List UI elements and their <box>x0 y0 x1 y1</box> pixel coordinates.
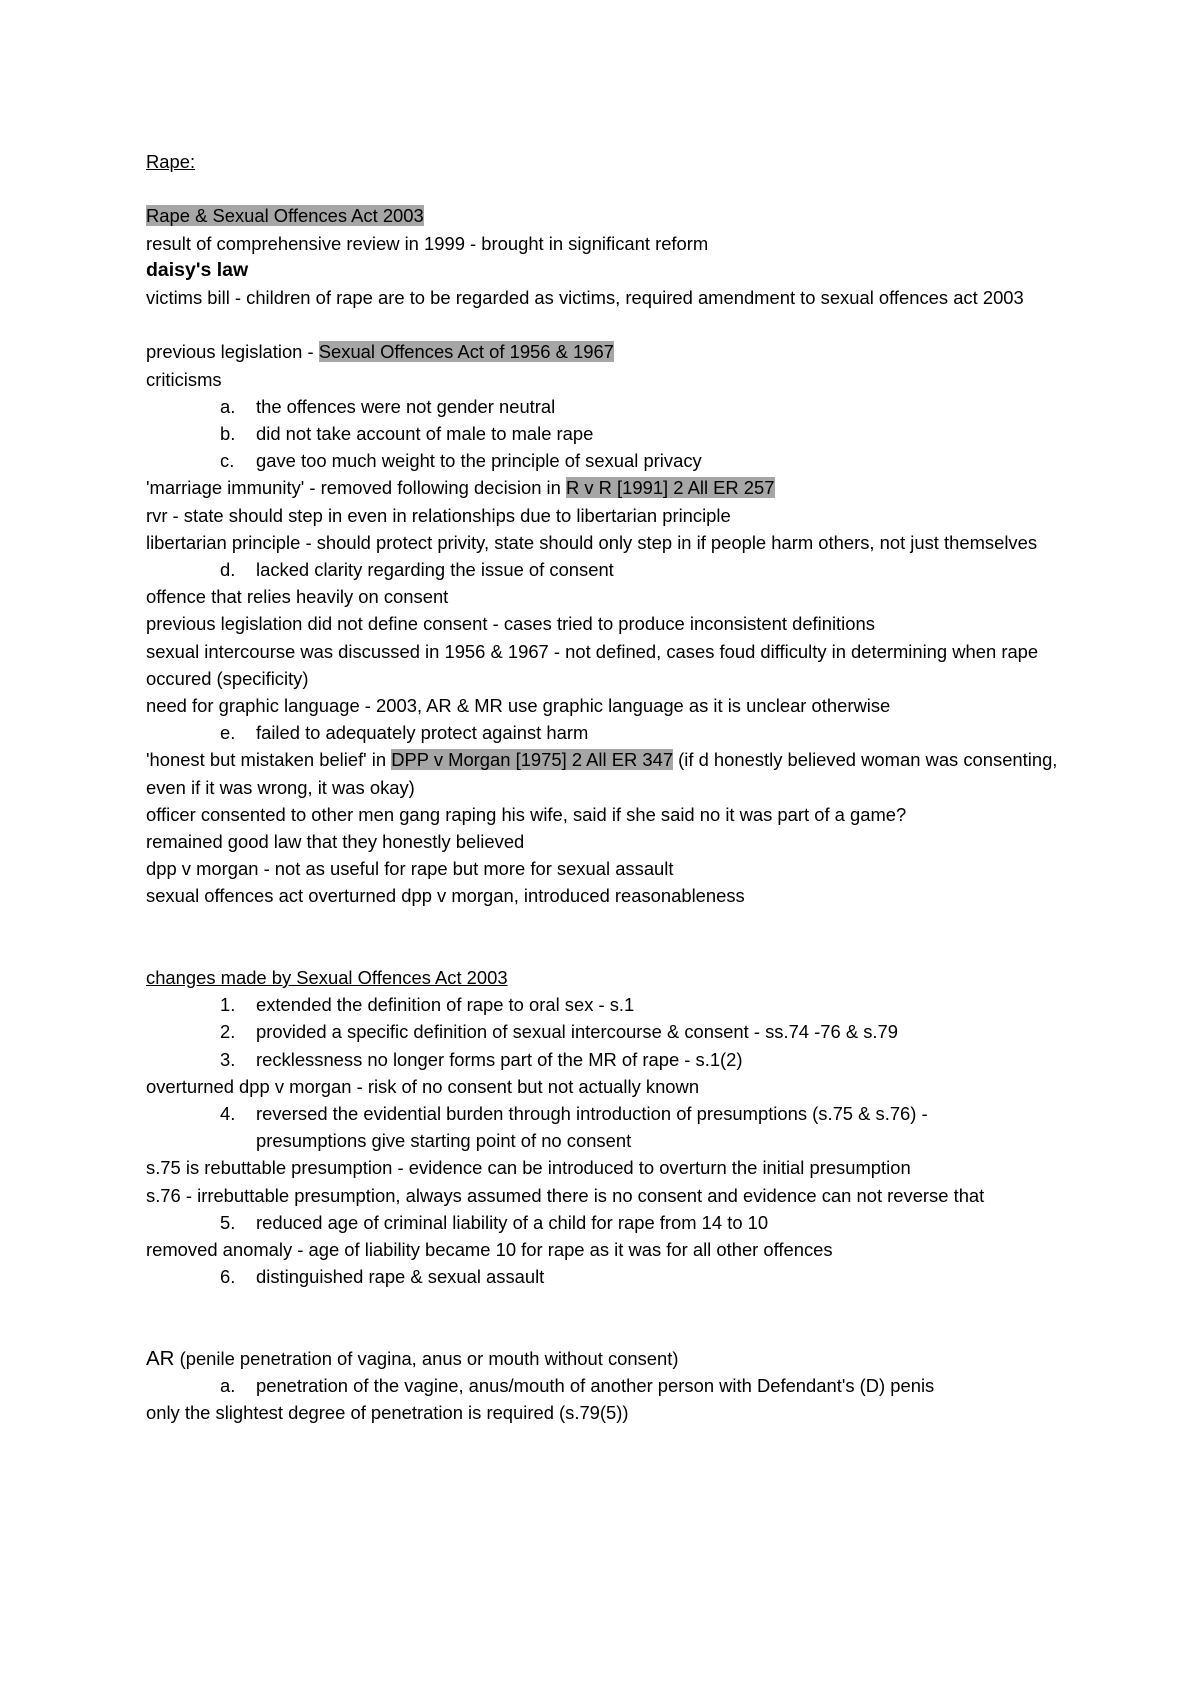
list-item <box>146 420 1066 447</box>
officer-line: officer consented to other men gang raping his wife, said if she said no it was part of a game? <box>146 803 907 825</box>
prev-define-line: previous legislation did not define consent - cases tried to produce inconsistent definitions <box>146 613 875 635</box>
libertarian-line: libertarian principle - should protect privity, state should only step in if people harm others, not just themselves <box>146 531 1038 553</box>
list-marker: 5. <box>220 1211 236 1233</box>
dpp-morgan-line: dpp v morgan - not as useful for rape but more for sexual assault <box>146 858 674 880</box>
list-item-text: gave too much weight to the principle of sexual privacy <box>256 450 702 472</box>
list-marker: 1. <box>220 994 236 1016</box>
list-item-text: did not take account of male to male rape <box>256 423 594 444</box>
marriage-immunity-prefix: 'marriage immunity' - removed following decision in <box>146 477 566 499</box>
list-item-text: penetration of the vagine, anus/mouth of another person with Defendant's (D) penis <box>256 1375 935 1397</box>
slightest-degree-line: only the slightest degree of penetration is required (s.79(5)) <box>146 1402 629 1424</box>
ar-description: (penile penetration of vagina, anus or mouth without consent) <box>174 1347 679 1369</box>
list-item-text: distinguished rape & sexual assault <box>256 1266 545 1288</box>
list-item <box>146 991 1066 1018</box>
list-marker: d. <box>220 559 236 581</box>
list-item <box>146 1046 1066 1073</box>
list-marker: e. <box>220 722 236 744</box>
honest-belief-line <box>146 746 1066 800</box>
s75-line: s.75 is rebuttable presumption - evidence can be introduced to overturn the initial presumption <box>146 1157 911 1179</box>
document-body <box>146 148 1066 1426</box>
honest-belief-prefix: 'honest but mistaken belief' in <box>146 749 392 771</box>
review-line: result of comprehensive review in 1999 - brought in significant reform <box>146 232 709 254</box>
remained-line: remained good law that they honestly believed <box>146 831 525 853</box>
act-heading: Rape & Sexual Offences Act 2003 <box>146 205 424 227</box>
previous-legislation-highlight: Sexual Offences Act of 1956 & 1967 <box>318 341 614 363</box>
overturned-reasonableness-line: sexual offences act overturned dpp v morgan, introduced reasonableness <box>146 885 745 907</box>
consent-line: offence that relies heavily on consent <box>146 586 449 608</box>
overturned-line: overturned dpp v morgan - risk of no consent but not actually known <box>146 1075 700 1097</box>
list-item <box>146 1100 1066 1154</box>
daisys-law-heading: daisy's law <box>146 258 249 281</box>
intercourse-line: sexual intercourse was discussed in 1956 & 1967 - not defined, cases foud difficulty in determining when rape occured (specificity) <box>146 640 1039 689</box>
list-item <box>146 1018 1066 1045</box>
changes-heading: changes made by Sexual Offences Act 2003 <box>146 967 508 989</box>
dpp-v-morgan-case: DPP v Morgan [1975] 2 All ER 347 <box>391 749 674 771</box>
marriage-immunity-line <box>146 474 1066 501</box>
list-item-text: recklessness no longer forms part of the MR of rape - s.1(2) <box>256 1048 743 1070</box>
list-marker: 2. <box>220 1021 236 1043</box>
previous-legislation-line <box>146 338 1066 365</box>
list-marker: 4. <box>220 1103 236 1125</box>
list-marker: a. <box>220 1375 236 1397</box>
previous-legislation-prefix: previous legislation - <box>146 341 319 363</box>
list-item-text: extended the definition of rape to oral sex - s.1 <box>256 994 635 1016</box>
list-item-text: the offences were not gender neutral <box>256 395 556 417</box>
ar-heading <box>146 1345 1066 1372</box>
honest-belief-suffix: (if d honestly believed woman was consenting, even if it was wrong, it was okay) <box>146 749 1058 798</box>
victims-bill-line: victims bill - children of rape are to be regarded as victims, required amendment to sexual offences act 2003 <box>146 287 1024 308</box>
list-item <box>146 719 1066 746</box>
list-item-text: reduced age of criminal liability of a child for rape from 14 to 10 <box>256 1211 769 1233</box>
list-marker: 3. <box>220 1048 236 1070</box>
list-marker: b. <box>220 423 236 444</box>
page-title: Rape: <box>146 151 196 172</box>
list-marker: a. <box>220 395 236 417</box>
list-item-text: lacked clarity regarding the issue of consent <box>256 559 614 581</box>
list-item-text: provided a specific definition of sexual intercourse & consent - ss.74 -76 & s.79 <box>256 1021 898 1043</box>
criticisms-label: criticisms <box>146 368 222 390</box>
rvr-line: rvr - state should step in even in relationships due to libertarian principle <box>146 504 731 526</box>
list-item-text: failed to adequately protect against harm <box>256 722 589 744</box>
list-marker: 6. <box>220 1266 236 1288</box>
ar-label: AR <box>146 1346 175 1370</box>
s76-line: s.76 - irrebuttable presumption, always assumed there is no consent and evidence can not reverse that <box>146 1184 985 1206</box>
graphic-language-line: need for graphic language - 2003, AR & MR use graphic language as it is unclear otherwise <box>146 695 891 717</box>
list-item-text: reversed the evidential burden through introduction of presumptions (s.75 & s.76) - presumptions give starting point of no consent <box>256 1103 928 1152</box>
list-item <box>146 393 1066 420</box>
r-v-r-case: R v R [1991] 2 All ER 257 <box>565 477 775 499</box>
list-item <box>146 447 1066 474</box>
list-item <box>146 1209 1066 1236</box>
list-marker: c. <box>220 450 235 472</box>
anomaly-line: removed anomaly - age of liability became 10 for rape as it was for all other offences <box>146 1239 833 1261</box>
list-item <box>146 1263 1066 1290</box>
list-item <box>146 1372 1066 1399</box>
list-item <box>146 556 1066 583</box>
